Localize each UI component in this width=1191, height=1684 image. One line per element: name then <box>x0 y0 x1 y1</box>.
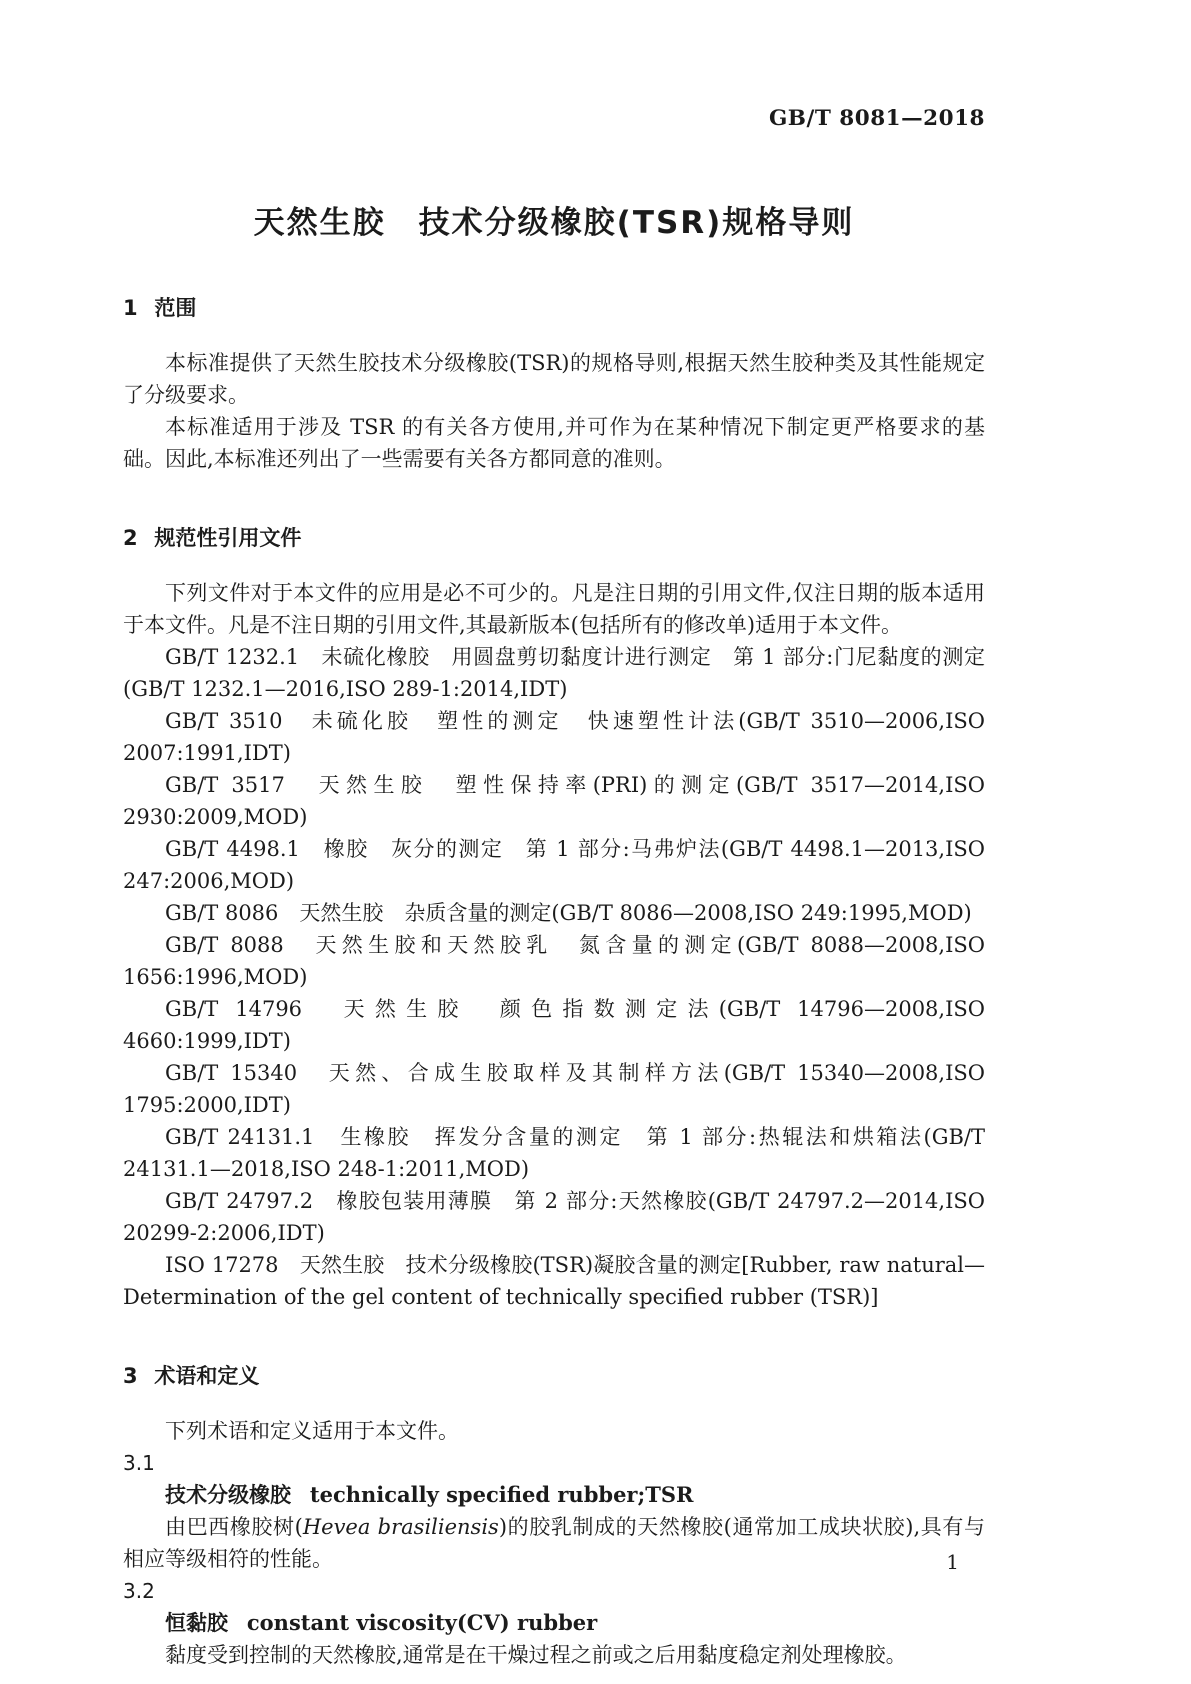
term-title <box>123 1607 985 1639</box>
term-number: 3.1 <box>123 1451 155 1475</box>
reference-item: GB/T 24131.1 生橡胶 挥发分含量的测定 第 1 部分:热辊法和烘箱法(GB/T 24131.1—2018,ISO 248-1:2011,MOD) <box>123 1125 985 1181</box>
terms-intro: 下列术语和定义适用于本文件。 <box>165 1419 459 1443</box>
section-label: 术语和定义 <box>154 1364 260 1388</box>
section-scope-heading <box>123 293 985 323</box>
references-intro: 下列文件对于本文件的应用是必不可少的。凡是注日期的引用文件,仅注日期的版本适用于本文件。凡是不注日期的引用文件,其最新版本(包括所有的修改单)适用于本文件。 <box>123 581 985 637</box>
term-number: 3.2 <box>123 1579 155 1603</box>
section-terms-heading <box>123 1361 985 1391</box>
term-name-en: technically specified rubber;TSR <box>309 1482 694 1507</box>
term-title <box>123 1479 985 1511</box>
term-name-cn: 技术分级橡胶 <box>165 1483 291 1507</box>
section-normative-references <box>123 523 985 1313</box>
reference-item: GB/T 8088 天然生胶和天然胶乳 氮含量的测定(GB/T 8088—2008,ISO 1656:1996,MOD) <box>123 933 985 989</box>
section-number: 1 <box>123 296 138 320</box>
reference-item: GB/T 1232.1 未硫化橡胶 用圆盘剪切黏度计进行测定 第 1 部分:门尼黏度的测定(GB/T 1232.1—2016,ISO 289-1:2014,IDT) <box>123 645 985 701</box>
reference-item: GB/T 3517 天然生胶 塑性保持率(PRI)的测定(GB/T 3517—2014,ISO 2930:2009,MOD) <box>123 773 985 829</box>
term-name-en: constant viscosity(CV) rubber <box>246 1610 598 1635</box>
definition-text: )的胶乳制成的天然橡胶(通常加工成块状胶),具有与相应等级相符的性能。 <box>123 1515 985 1571</box>
definition-text: 黏度受到控制的天然橡胶,通常是在干燥过程之前或之后用黏度稳定剂处理橡胶。 <box>165 1643 907 1667</box>
section-label: 范围 <box>154 296 197 320</box>
definition-text: 由巴西橡胶树( <box>165 1515 303 1539</box>
section-references-heading <box>123 523 985 553</box>
section-terms-definitions <box>123 1361 985 1671</box>
reference-item: ISO 17278 天然生胶 技术分级橡胶(TSR)凝胶含量的测定[Rubber, raw natural—Determination of the gel content of technically specified rubber (TSR)] <box>123 1253 985 1309</box>
document-title: 天然生胶 技术分级橡胶(TSR)规格导则 <box>253 205 855 241</box>
reference-item: GB/T 3510 未硫化胶 塑性的测定 快速塑性计法(GB/T 3510—2006,ISO 2007:1991,IDT) <box>123 709 985 765</box>
reference-item: GB/T 4498.1 橡胶 灰分的测定 第 1 部分:马弗炉法(GB/T 4498.1—2013,ISO 247:2006,MOD) <box>123 837 985 893</box>
section-number: 2 <box>123 526 138 550</box>
latin-species-name: Hevea brasiliensis <box>302 1515 499 1539</box>
reference-item: GB/T 15340 天然、合成生胶取样及其制样方法(GB/T 15340—2008,ISO 1795:2000,IDT) <box>123 1061 985 1117</box>
section-scope <box>123 293 985 475</box>
reference-item: GB/T 24797.2 橡胶包装用薄膜 第 2 部分:天然橡胶(GB/T 24797.2—2014,ISO 20299-2:2006,IDT) <box>123 1189 985 1245</box>
section-label: 规范性引用文件 <box>154 526 302 550</box>
standard-number: GB/T 8081—2018 <box>768 106 985 131</box>
scope-paragraph: 本标准提供了天然生胶技术分级橡胶(TSR)的规格导则,根据天然生胶种类及其性能规定了分级要求。 <box>123 351 985 407</box>
term-name-cn: 恒黏胶 <box>165 1611 228 1635</box>
term-definition <box>123 1511 985 1575</box>
page-number: 1 <box>946 1550 959 1574</box>
section-number: 3 <box>123 1364 138 1388</box>
reference-item: GB/T 14796 天然生胶 颜色指数测定法(GB/T 14796—2008,ISO 4660:1999,IDT) <box>123 997 985 1053</box>
reference-item: GB/T 8086 天然生胶 杂质含量的测定(GB/T 8086—2008,ISO 249:1995,MOD) <box>165 901 972 925</box>
term-definition <box>123 1639 985 1671</box>
scope-paragraph: 本标准适用于涉及 TSR 的有关各方使用,并可作为在某种情况下制定更严格要求的基础。因此,本标准还列出了一些需要有关各方都同意的准则。 <box>123 415 985 471</box>
